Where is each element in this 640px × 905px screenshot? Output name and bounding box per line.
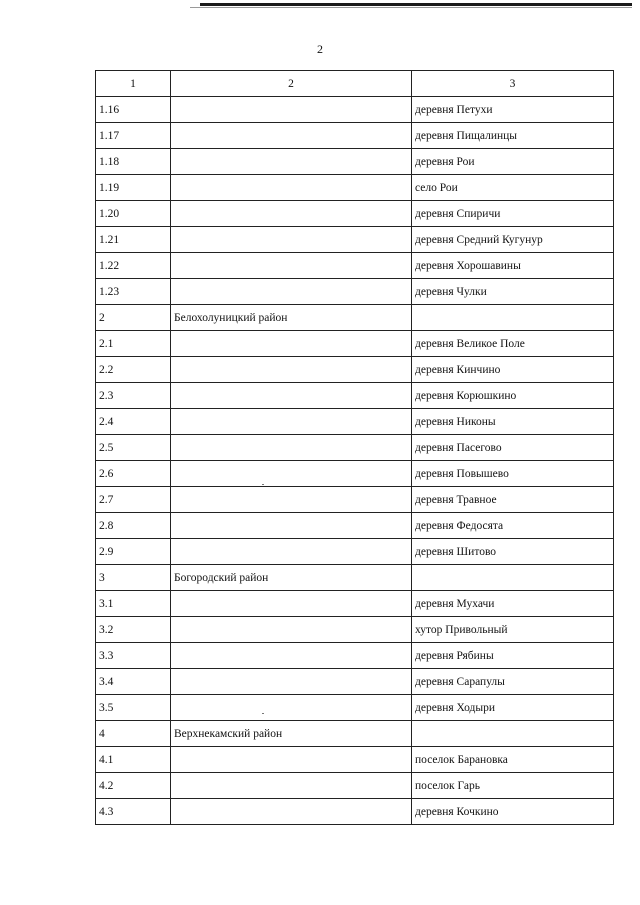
table-row (96, 383, 614, 409)
district-cell (171, 695, 412, 721)
table-row (96, 799, 614, 825)
settlement-cell: деревня Кинчино (412, 357, 614, 383)
district-cell (171, 669, 412, 695)
row-number-cell: 1.17 (96, 123, 171, 149)
district-cell (171, 617, 412, 643)
row-number-cell: 2.9 (96, 539, 171, 565)
district-cell (171, 461, 412, 487)
table-row (96, 227, 614, 253)
settlement-cell (412, 565, 614, 591)
table-row (96, 747, 614, 773)
district-cell (171, 409, 412, 435)
table-row (96, 331, 614, 357)
table-row (96, 175, 614, 201)
table-row (96, 305, 614, 331)
row-number-cell: 2.4 (96, 409, 171, 435)
row-number-cell: 4.3 (96, 799, 171, 825)
settlement-cell: деревня Корюшкино (412, 383, 614, 409)
settlements-table (95, 70, 614, 825)
district-cell: Верхнекамский район (171, 721, 412, 747)
district-cell (171, 97, 412, 123)
settlement-cell: деревня Ходыри (412, 695, 614, 721)
page-number: 2 (317, 42, 323, 56)
settlement-cell: деревня Спиричи (412, 201, 614, 227)
settlement-cell: поселок Гарь (412, 773, 614, 799)
top-border-thin-line (190, 7, 632, 8)
table-row (96, 669, 614, 695)
scan-speck (262, 484, 264, 485)
settlement-cell: деревня Кочкино (412, 799, 614, 825)
row-number-cell: 2.6 (96, 461, 171, 487)
settlement-cell: деревня Средний Кугунур (412, 227, 614, 253)
row-number-cell: 1.16 (96, 97, 171, 123)
top-border-line (200, 3, 632, 6)
district-cell (171, 513, 412, 539)
district-cell (171, 123, 412, 149)
row-number-cell: 1.19 (96, 175, 171, 201)
settlement-cell (412, 721, 614, 747)
row-number-cell: 1.22 (96, 253, 171, 279)
settlement-cell: деревня Повышево (412, 461, 614, 487)
district-cell (171, 591, 412, 617)
row-number-cell: 4.2 (96, 773, 171, 799)
settlement-cell: деревня Великое Поле (412, 331, 614, 357)
row-number-cell: 4 (96, 721, 171, 747)
district-cell (171, 357, 412, 383)
header-cell-number: 1 (96, 71, 171, 97)
table-row (96, 695, 614, 721)
district-cell (171, 747, 412, 773)
row-number-cell: 2.1 (96, 331, 171, 357)
table-row (96, 201, 614, 227)
settlement-cell: село Рои (412, 175, 614, 201)
settlement-cell: деревня Рои (412, 149, 614, 175)
settlement-cell: деревня Шитово (412, 539, 614, 565)
table-row (96, 591, 614, 617)
row-number-cell: 3 (96, 565, 171, 591)
row-number-cell: 2 (96, 305, 171, 331)
settlement-cell: деревня Мухачи (412, 591, 614, 617)
table-row (96, 279, 614, 305)
table-row (96, 253, 614, 279)
header-cell-settlement: 3 (412, 71, 614, 97)
row-number-cell: 1.21 (96, 227, 171, 253)
table-row (96, 487, 614, 513)
settlement-cell: деревня Чулки (412, 279, 614, 305)
settlement-cell: деревня Федосята (412, 513, 614, 539)
table-row (96, 409, 614, 435)
settlement-cell: деревня Пищалинцы (412, 123, 614, 149)
district-cell (171, 539, 412, 565)
row-number-cell: 2.8 (96, 513, 171, 539)
settlement-cell: деревня Травное (412, 487, 614, 513)
table-row (96, 435, 614, 461)
row-number-cell: 1.23 (96, 279, 171, 305)
row-number-cell: 2.3 (96, 383, 171, 409)
settlement-cell: поселок Барановка (412, 747, 614, 773)
district-cell (171, 201, 412, 227)
district-cell (171, 383, 412, 409)
table-body (96, 71, 614, 825)
settlement-cell: деревня Хорошавины (412, 253, 614, 279)
district-cell (171, 435, 412, 461)
settlement-cell: деревня Петухи (412, 97, 614, 123)
district-cell (171, 487, 412, 513)
district-cell: Богородский район (171, 565, 412, 591)
table-row (96, 513, 614, 539)
table-header-row (96, 71, 614, 97)
table-row (96, 357, 614, 383)
table-row (96, 149, 614, 175)
table-row (96, 461, 614, 487)
settlement-cell: деревня Рябины (412, 643, 614, 669)
district-cell (171, 279, 412, 305)
table-row (96, 773, 614, 799)
district-cell (171, 331, 412, 357)
district-cell (171, 175, 412, 201)
table-row (96, 721, 614, 747)
row-number-cell: 2.2 (96, 357, 171, 383)
settlement-cell (412, 305, 614, 331)
scan-speck (262, 713, 264, 714)
settlement-cell: хутор Привольный (412, 617, 614, 643)
district-cell (171, 643, 412, 669)
row-number-cell: 1.20 (96, 201, 171, 227)
row-number-cell: 2.5 (96, 435, 171, 461)
district-cell (171, 227, 412, 253)
row-number-cell: 3.4 (96, 669, 171, 695)
table-row (96, 643, 614, 669)
settlement-cell: деревня Пасегово (412, 435, 614, 461)
district-cell (171, 149, 412, 175)
row-number-cell: 3.5 (96, 695, 171, 721)
district-cell (171, 253, 412, 279)
table-row (96, 565, 614, 591)
table-row (96, 539, 614, 565)
table-row (96, 97, 614, 123)
row-number-cell: 4.1 (96, 747, 171, 773)
row-number-cell: 1.18 (96, 149, 171, 175)
header-cell-district: 2 (171, 71, 412, 97)
settlement-cell: деревня Сарапулы (412, 669, 614, 695)
row-number-cell: 3.2 (96, 617, 171, 643)
row-number-cell: 3.1 (96, 591, 171, 617)
row-number-cell: 2.7 (96, 487, 171, 513)
settlement-cell: деревня Никоны (412, 409, 614, 435)
table-row (96, 123, 614, 149)
district-cell (171, 799, 412, 825)
row-number-cell: 3.3 (96, 643, 171, 669)
district-cell: Белохолуницкий район (171, 305, 412, 331)
table-row (96, 617, 614, 643)
district-cell (171, 773, 412, 799)
